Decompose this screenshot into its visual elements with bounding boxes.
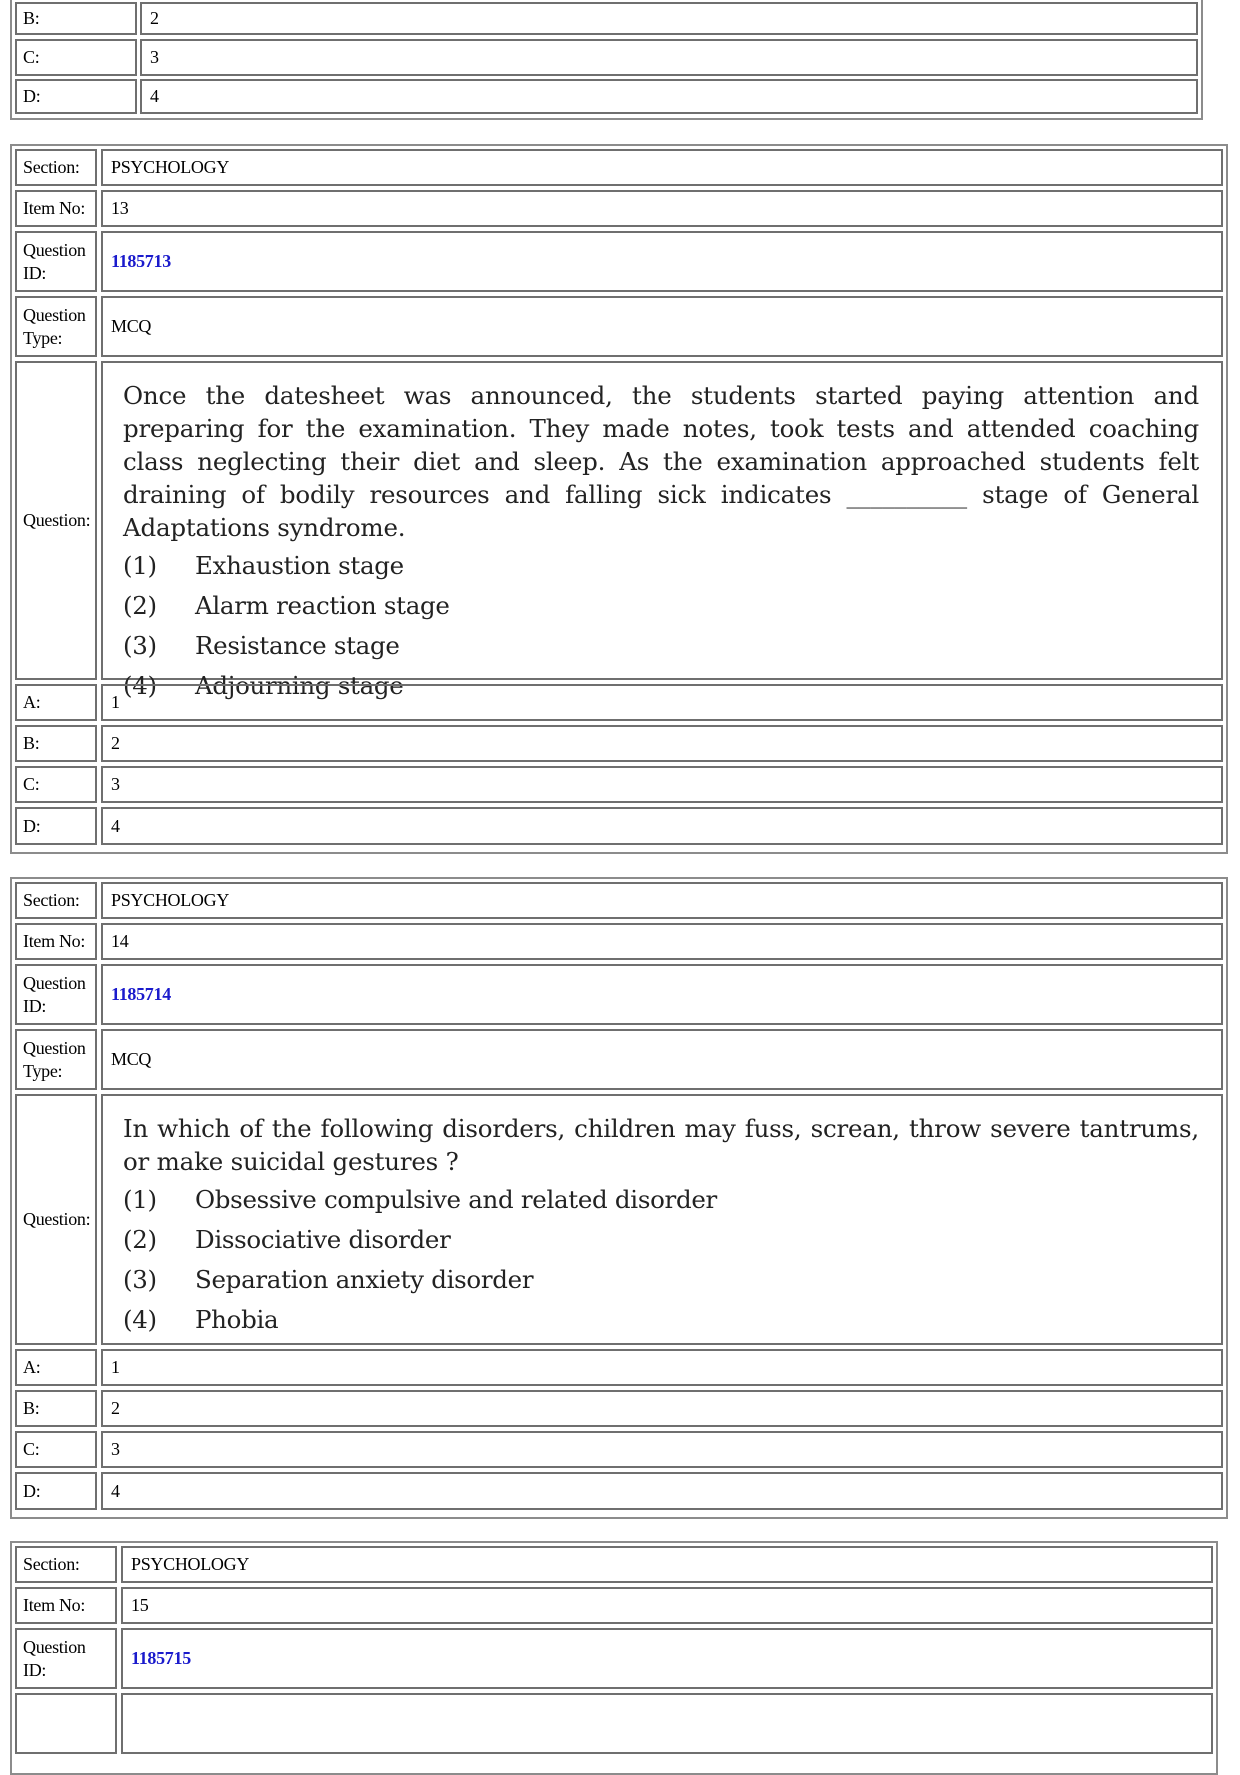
option-number: (1) bbox=[123, 551, 157, 580]
question-body bbox=[101, 1094, 1223, 1345]
option-number: (3) bbox=[123, 631, 157, 660]
option-item bbox=[123, 1260, 717, 1300]
answer-label-a: A: bbox=[15, 1349, 97, 1386]
item-no-value: 15 bbox=[121, 1587, 1213, 1624]
section-label: Section: bbox=[15, 149, 97, 186]
question-id-label: Question ID: bbox=[15, 1628, 117, 1689]
option-item bbox=[123, 586, 450, 626]
question-id-label: Question ID: bbox=[15, 964, 97, 1025]
answer-label-b: B: bbox=[15, 725, 97, 762]
question-type-value: MCQ bbox=[101, 296, 1223, 357]
question-type-label: Question Type: bbox=[15, 296, 97, 357]
answer-value-b: 2 bbox=[101, 1390, 1223, 1427]
answer-value-d: 4 bbox=[101, 1472, 1223, 1510]
answer-label-b: B: bbox=[15, 1390, 97, 1427]
option-item bbox=[123, 1180, 717, 1220]
question-type-value: MCQ bbox=[101, 1029, 1223, 1090]
question-text: In which of the following disorders, children may fuss, screan, throw severe tantrums, or make suicidal gestures ? bbox=[123, 1114, 1199, 1176]
next-row-label bbox=[15, 1693, 117, 1754]
answer-label-d: D: bbox=[15, 1472, 97, 1510]
answer-value-c: 3 bbox=[101, 1431, 1223, 1468]
section-value: PSYCHOLOGY bbox=[121, 1546, 1213, 1583]
option-item bbox=[123, 1300, 717, 1340]
answer-label-c: C: bbox=[15, 39, 137, 76]
option-item bbox=[123, 626, 450, 666]
option-number: (2) bbox=[123, 591, 157, 620]
option-text: Resistance stage bbox=[195, 631, 400, 660]
answer-label-a: A: bbox=[15, 684, 97, 721]
option-number: (4) bbox=[123, 671, 157, 700]
section-label: Section: bbox=[15, 882, 97, 919]
option-item bbox=[123, 1220, 717, 1260]
question-id-link[interactable]: 1185714 bbox=[101, 964, 1223, 1025]
question-label: Question: bbox=[15, 361, 97, 680]
next-row-value bbox=[121, 1693, 1213, 1754]
item-no-value: 13 bbox=[101, 190, 1223, 227]
option-text: Adjourning stage bbox=[195, 671, 404, 700]
answer-label-d: D: bbox=[15, 807, 97, 845]
question-block-14 bbox=[10, 877, 1228, 1519]
option-text: Alarm reaction stage bbox=[195, 591, 450, 620]
item-no-label: Item No: bbox=[15, 923, 97, 960]
question-id-link[interactable]: 1185715 bbox=[121, 1628, 1213, 1689]
answer-label-b: B: bbox=[15, 2, 137, 35]
answer-value-d: 4 bbox=[140, 79, 1198, 114]
answer-value-c: 3 bbox=[140, 39, 1198, 76]
answer-label-d: D: bbox=[15, 79, 137, 114]
question-block-15 bbox=[10, 1541, 1218, 1775]
answer-value-d: 4 bbox=[101, 807, 1223, 845]
answer-value-b: 2 bbox=[140, 2, 1198, 35]
question-text: Once the datesheet was announced, the students started paying attention and preparing for the examination. They made notes, took tests and attended coaching class neglecting their diet and sleep. As the examination approached students felt draining of bodily resources and falling sick indicates __________ stage of General Adaptations syndrome. bbox=[123, 381, 1199, 542]
question-block-13 bbox=[10, 144, 1228, 854]
option-text: Obsessive compulsive and related disorder bbox=[195, 1185, 717, 1214]
option-text: Phobia bbox=[195, 1305, 279, 1334]
option-number: (1) bbox=[123, 1185, 157, 1214]
question-type-label: Question Type: bbox=[15, 1029, 97, 1090]
answer-value-a: 1 bbox=[101, 1349, 1223, 1386]
answer-label-c: C: bbox=[15, 1431, 97, 1468]
option-text: Separation anxiety disorder bbox=[195, 1265, 534, 1294]
question-id-label: Question ID: bbox=[15, 231, 97, 292]
answer-value-b: 2 bbox=[101, 725, 1223, 762]
item-no-value: 14 bbox=[101, 923, 1223, 960]
item-no-label: Item No: bbox=[15, 190, 97, 227]
option-text: Dissociative disorder bbox=[195, 1225, 451, 1254]
answer-label-c: C: bbox=[15, 766, 97, 803]
option-number: (2) bbox=[123, 1225, 157, 1254]
question-block-12-fragment bbox=[10, 0, 1203, 120]
section-label: Section: bbox=[15, 1546, 117, 1583]
option-number: (3) bbox=[123, 1265, 157, 1294]
question-id-link[interactable]: 1185713 bbox=[101, 231, 1223, 292]
option-text: Exhaustion stage bbox=[195, 551, 404, 580]
section-value: PSYCHOLOGY bbox=[101, 882, 1223, 919]
question-label: Question: bbox=[15, 1094, 97, 1345]
option-number: (4) bbox=[123, 1305, 157, 1334]
question-body bbox=[101, 361, 1223, 700]
item-no-label: Item No: bbox=[15, 1587, 117, 1624]
answer-value-c: 3 bbox=[101, 766, 1223, 803]
option-item bbox=[123, 546, 450, 586]
answer-value-a: 1 bbox=[101, 684, 1223, 721]
section-value: PSYCHOLOGY bbox=[101, 149, 1223, 186]
